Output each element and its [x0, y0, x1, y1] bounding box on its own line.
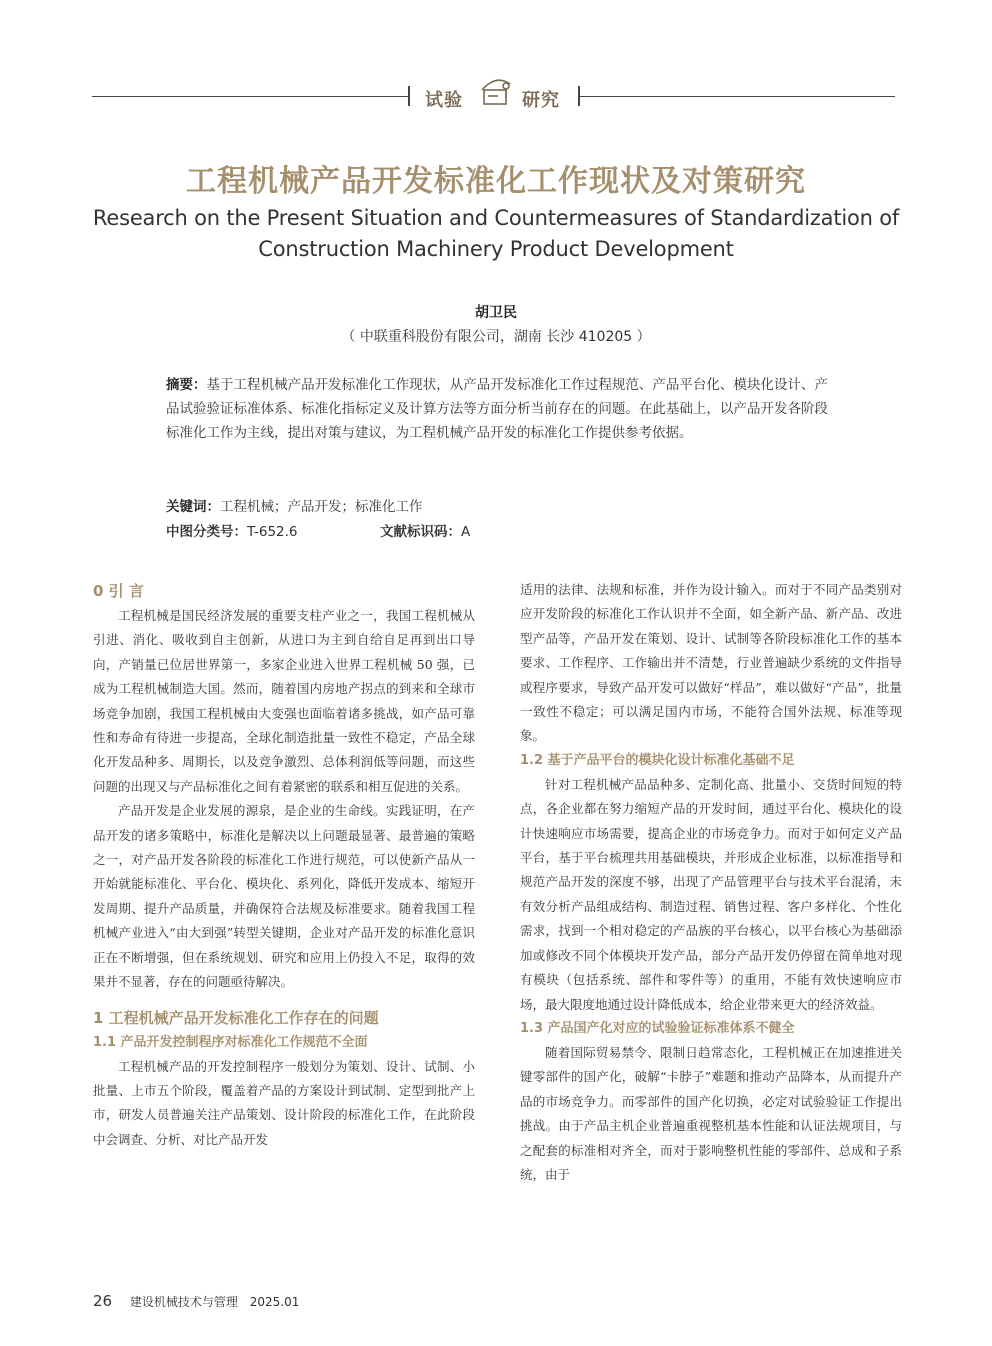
header-rule-left — [92, 96, 408, 97]
page-footer — [93, 1292, 299, 1310]
section-heading-1: 1 工程机械产品开发标准化工作存在的问题 — [93, 1008, 379, 1027]
keywords — [166, 495, 423, 515]
page-number: 26 — [93, 1292, 113, 1310]
document-code — [380, 520, 470, 540]
paragraph: 随着国际贸易禁令、限制日趋常态化，工程机械正在加速推进关键零部件的国产化，破解“卡脖子”难题和推动产品降本，从而提升产品的市场竞争力。而零部件的国产化切换，必定对试验验证工作提出挑战。由于产品主机企业普遍重视整机基本性能和认证法规项目，与之配套的标准相对齐全，而对于影响整机性能的零部件、总成和子系统，由于 — [520, 1044, 902, 1182]
paragraph: 产品开发是企业发展的源泉，是企业的生命线。实践证明，在产品开发的诸多策略中，标准化是解决以上问题最显著、最普遍的策略之一，对产品开发各阶段的标准化工作进行规范，可以使新产品从一开始就能标准化、平台化、模块化、系列化，降低开发成本、缩短开发周期、提升产品质量，并确保符合法规及标准要求。随着我国工程机械产业进入“由大到强”转型关键期，企业对产品开发的标准化意识正在不断增强，但在系统规划、研究和应用上仍投入不足，取得的效果并不显著，存在的问题亟待解决。 — [93, 803, 475, 990]
section-heading-0: 0 引 言 — [93, 582, 144, 600]
classification-text: T-652.6 — [247, 524, 298, 540]
paragraph: 针对工程机械产品品种多、定制化高、批量小、交货时间短的特点，各企业都在努力缩短产品的开发时间，通过平台化、模块化的设计快速响应市场需要，提高企业的市场竞争力。而对于如何定义产品平台，基于平台梳理共用基础模块，并形成企业标准，以标准指导和规范产品开发的深度不够，出现了产品管理平台与技术平台混淆，未有效分析产品组成结构、制造过程、销售过程、客户多样化、个性化需求，找到一个相对稳定的产品族的平台核心，以平台核心为基础添加或修改不同个体模块开发产品，部分产品开发仍停留在简单地对现有模块（包括系统、部件和零件等）的重用，不能有效快速响应市场，最大限度地通过设计降低成本，给企业带来更大的经济效益。 — [520, 776, 902, 1012]
keywords-text: 工程机械；产品开发；标准化工作 — [220, 499, 423, 515]
author-affiliation: （ 中联重科股份有限公司，湖南 长沙 410205 ） — [341, 329, 651, 345]
abstract — [166, 373, 828, 445]
header-rule-right — [580, 96, 895, 97]
document-code-label: 文献标识码： — [380, 524, 461, 540]
journal-name: 建设机械技术与管理 — [129, 1295, 238, 1309]
abstract-label: 摘要： — [166, 377, 207, 393]
section-tag-right: 研究 — [522, 90, 560, 111]
classification-label: 中图分类号： — [166, 524, 247, 540]
body-column-left — [93, 578, 475, 1152]
classification-number — [166, 520, 298, 540]
header-divider-left — [408, 86, 410, 106]
journal-issue: 2025.01 — [249, 1295, 300, 1309]
document-code-text: A — [461, 524, 471, 540]
author-name: 胡卫民 — [475, 305, 517, 321]
keywords-label: 关键词： — [166, 499, 220, 515]
paragraph: 工程机械是国民经济发展的重要支柱产业之一，我国工程机械从引进、消化、吸收到自主创新，从进口为主到自给自足再到出口导向，产销量已位居世界第一，多家企业进入世界工程机械 50 强，已成为工程机械制造大国。然而，随着国内房地产拐点的到来和全球市场竞争加剧，我国工程机械由大变强也面临着诸多挑战，如产品可靠性和寿命有待进一步提高，全球化制造批量一致性不稳定，产品全球化开发品种多、周期长，以及竞争激烈、总体利润低等问题，而这些问题的出现又与产品标准化之间有着紧密的联系和相互促进的关系。 — [93, 608, 475, 794]
paragraph-continued: 适用的法律、法规和标准，并作为设计输入。而对于不同产品类别对应开发阶段的标准化工作认识并不全面，如全新产品、新产品、改进型产品等，产品开发在策划、设计、试制等各阶段标准化工作的基本要求、工作程序、工作输出并不清楚，行业普遍缺少系统的文件指导或程序要求，导致产品开发可以做好“样品”，难以做好“产品”，批量一致性不稳定；可以满足国内市场，不能符合国外法规、标准等现象。 — [520, 582, 902, 744]
subsection-heading-1-2: 1.2 基于产品平台的模块化设计标准化基础不足 — [520, 752, 795, 768]
subsection-heading-1-3: 1.3 产品国产化对应的试验验证标准体系不健全 — [520, 1020, 795, 1036]
article-title-cn: 工程机械产品开发标准化工作现状及对策研究 — [186, 164, 806, 199]
article-title-en: Research on the Present Situation and Countermeasures of Standardization of Construction Machinery Product Development — [92, 206, 900, 261]
abstract-text: 基于工程机械产品开发标准化工作现状，从产品开发标准化工作过程规范、产品平台化、模块化设计、产品试验验证标准体系、标准化指标定义及计算方法等方面分析当前存在的问题。在此基础上，以产品开发各阶段标准化工作为主线，提出对策与建议，为工程机械产品开发的标准化工作提供参考依据。 — [166, 377, 828, 441]
paragraph: 工程机械产品的开发控制程序一般划分为策划、设计、试制、小批量、上市五个阶段，覆盖着产品的方案设计到试制、定型到批产上市，研发人员普遍关注产品策划、设计阶段的标准化工作，在此阶段中会调查、分析、对比产品开发 — [93, 1058, 475, 1147]
section-tag-left: 试验 — [425, 90, 463, 111]
body-column-right — [520, 578, 902, 1187]
person-at-desk-icon — [476, 70, 516, 108]
subsection-heading-1-1: 1.1 产品开发控制程序对标准化工作规范不全面 — [93, 1034, 368, 1050]
